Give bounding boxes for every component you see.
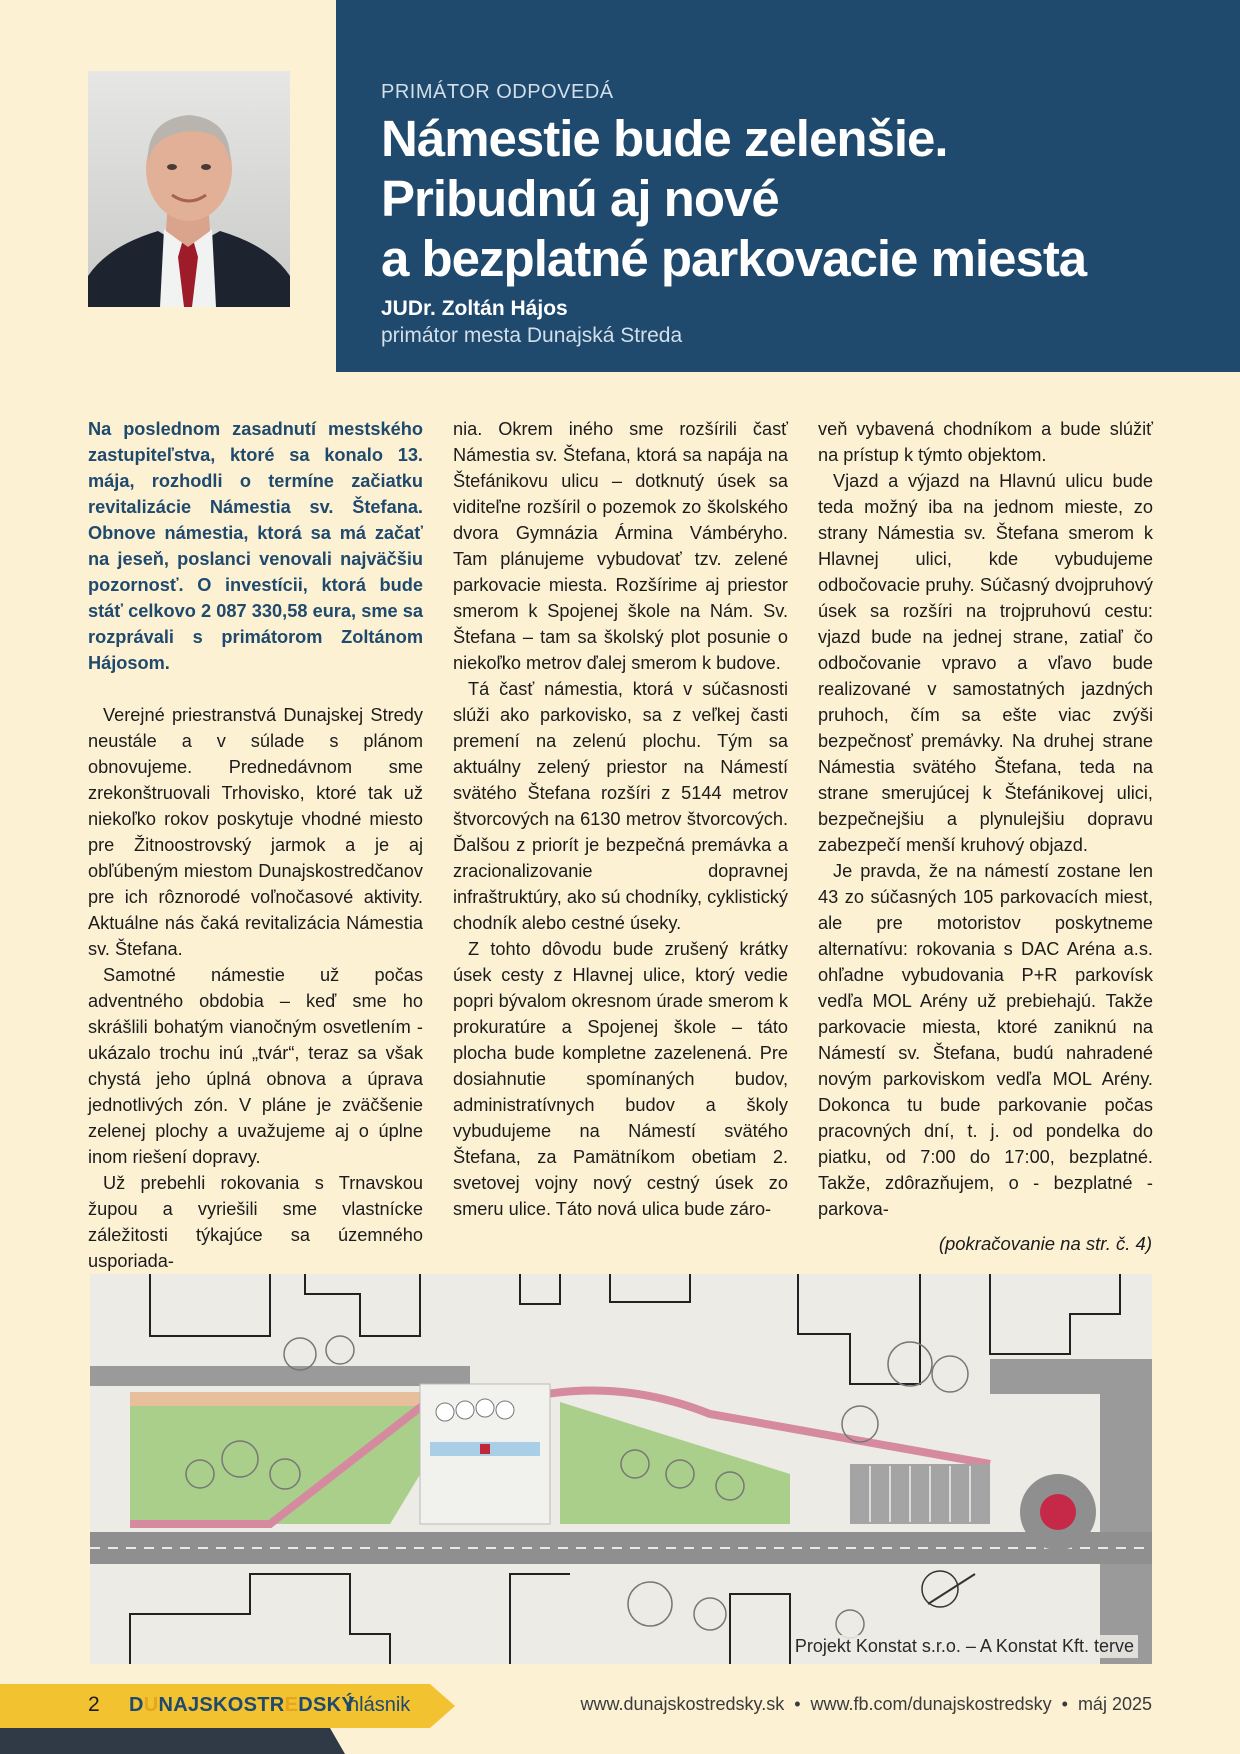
author-name: JUDr. Zoltán Hájos [381,297,568,320]
article-lead: Na poslednom zasadnutí mestského zastupiteľstva, ktoré sa konalo 13. mája, rozhodli o termíne začiatku revitalizácie Námestia sv. Štefana. Obnove námestia, ktorá sa má začať na jeseň, poslanci venovali najväčšiu pozornosť. O investícii, ktorá bude stáť celkovo 2 087 330,58 eura, sme sa rozprávali s primátorom Zoltánom Hájosom. [88,419,423,673]
paragraph: Tá časť námestia, ktorá v súčasnosti slúži ako parkovisko, sa z veľkej časti premení na zelenú plochu. Tým sa aktuálny zelený priestor na Námestí svätého Štefana rozšíri z 5144 metrov štvorcových na 6130 metrov štvorcových. Ďalšou z priorít je bezpečná premávka a zracionalizovanie dopravnej infraštruktúry, ako sú chodníky, cyklistický chodník alebo cestné úseky. [453,679,788,933]
paragraph: Vjazd a výjazd na Hlavnú ulicu bude teda možný iba na jednom mieste, zo strany Námestia sv. Štefana smerom k Hlavnej ulici, kde vybudujeme odbočovacie pruhy. Súčasný dvojpruhový úsek sa rozšíri na trojpruhovú cestu: vjazd bude na jednej strane, zatiaľ čo odbočovanie vpravo a vľavo bude realizované v samostatných jazdných pruhoch, čím sa ešte viac zvýši bezpečnosť premávky. Na druhej strane Námestia svätého Štefana, teda na strane smerujúcej k Štefánikovej ulici, bezpečnejšiu a plynulejšiu dopravu zabezpečí menší kruhový objazd. [818,471,1153,855]
paragraph: veň vybavená chodníkom a bude slúžiť na prístup k týmto objektom. [818,419,1153,465]
paragraph: Je pravda, že na námestí zostane len 43 zo súčasných 105 parkovacích miest, ale pre motoristov poskytneme alternatívu: rokovania s DAC Aréna a.s. ohľadne vybudovania P+R parkovísk vedľa MOL Arény už prebiehajú. Takže parkovacie miesta, ktoré zaniknú na Námestí sv. Štefana, budú nahradené novým parkoviskom vedľa MOL Arény. Dokonca tu bude parkovanie počas pracovných dní, t. j. od pondelka do piatku, od 7:00 do 17:00, bezplatné. Takže, zdôrazňujem, o - bezplatné - parkova- [818,861,1153,1219]
logo-part: D [129,1694,144,1716]
paragraph: Samotné námestie už počas adventného obdobia – keď sme ho skrášlili bohatým vianočným osvetlením - ukázalo trochu inú „tvár“, teraz sa však chystá jeho úplná obnova a úprava jednotlivých zón. V pláne je zväčšenie zelenej plochy a uvažujeme aj o úplne inom riešení dopravy. [88,965,423,1167]
site-plan [90,1274,1152,1664]
portrait-image [88,71,290,307]
issue-date: máj 2025 [1077,1694,1152,1714]
publication-subtitle: hlásnik [348,1694,411,1716]
headline-line-3: a bezplatné parkovacie miesta [381,230,1087,287]
separator: • [1061,1694,1068,1714]
article-column-2 [453,416,788,1222]
logo-e-mark: E [284,1694,299,1716]
logo-u-mark: U [143,1694,159,1716]
paragraph: Verejné priestranstvá Dunajskej Stredy neustále a v súlade s plánom obnovujeme. Prednedávnom sme zrekonštruovali Trhovisko, ktoré tak už niekoľko rokov poskytuje vhodné miesto pre Žitnoostrovský jarmok a je aj obľúbeným miestom Dunajskostredčanov pre ich rôznorodé voľnočasové aktivity. Aktuálne nás čaká revitalizácia Námestia sv. Štefana. [88,705,423,959]
headline-line-1: Námestie bude zelenšie. [381,110,948,167]
plan-credit: Projekt Konstat s.r.o. – A Konstat Kft. terve [791,1635,1138,1658]
separator: • [794,1694,801,1714]
facebook-link[interactable]: www.fb.com/dunajskostredsky [810,1694,1052,1714]
article-column-1 [88,416,423,1274]
article-headline [381,109,1211,289]
website-link[interactable]: www.dunajskostredsky.sk [580,1694,785,1714]
paragraph: Z tohto dôvodu bude zrušený krátky úsek cesty z Hlavnej ulice, ktorý vedie popri bývalom okresnom úrade smerom k prokuratúre a Spojenej škole – táto plocha bude kompletne zazelenená. Pre dosiahnutie spomínaných budov, administratívnych budov a školy vybudujeme na Námestí svätého Štefana, za Pamätníkom obetiam 2. svetovej vojny nový cestný úsek zo smeru ulice. Táto nová ulica bude záro- [453,939,788,1219]
continuation-note: (pokračovanie na str. č. 4) [938,1233,1152,1254]
footer-links [580,1694,1152,1715]
article-column-3 [818,416,1153,1222]
section-kicker: PRIMÁTOR ODPOVEDÁ [381,81,614,103]
paragraph: Už prebehli rokovania s Trnavskou župou a vyriešili sme vlastnícke záležitosti týkajúce sa územného usporiada- [88,1173,423,1271]
logo-part: NAJSKOSTR [158,1694,285,1716]
paragraph: nia. Okrem iného sme rozšírili časť Námestia sv. Štefana, ktorá sa napája na Štefánikovu ulicu – dotknutý úsek sa viditeľne rozšíril o pozemok zo školského dvora Gymnázia Ármina Vámbéryho. Tam plánujeme vybudovať tzv. zelené parkovacie miesta. Rozšírime aj priestor smerom k Spojenej škole na Nám. Sv. Štefana – tam sa školský plot posunie o niekoľko metrov ďalej smerom k budove. [453,419,788,673]
page-number: 2 [88,1693,100,1716]
headline-line-2: Pribudnú aj nové [381,170,779,227]
logo-part: DSKÝ [298,1694,355,1716]
mayor-portrait [88,71,290,307]
site-plan-drawing [90,1274,1152,1664]
author-role: primátor mesta Dunajská Streda [381,324,683,347]
publication-logo [129,1694,355,1717]
